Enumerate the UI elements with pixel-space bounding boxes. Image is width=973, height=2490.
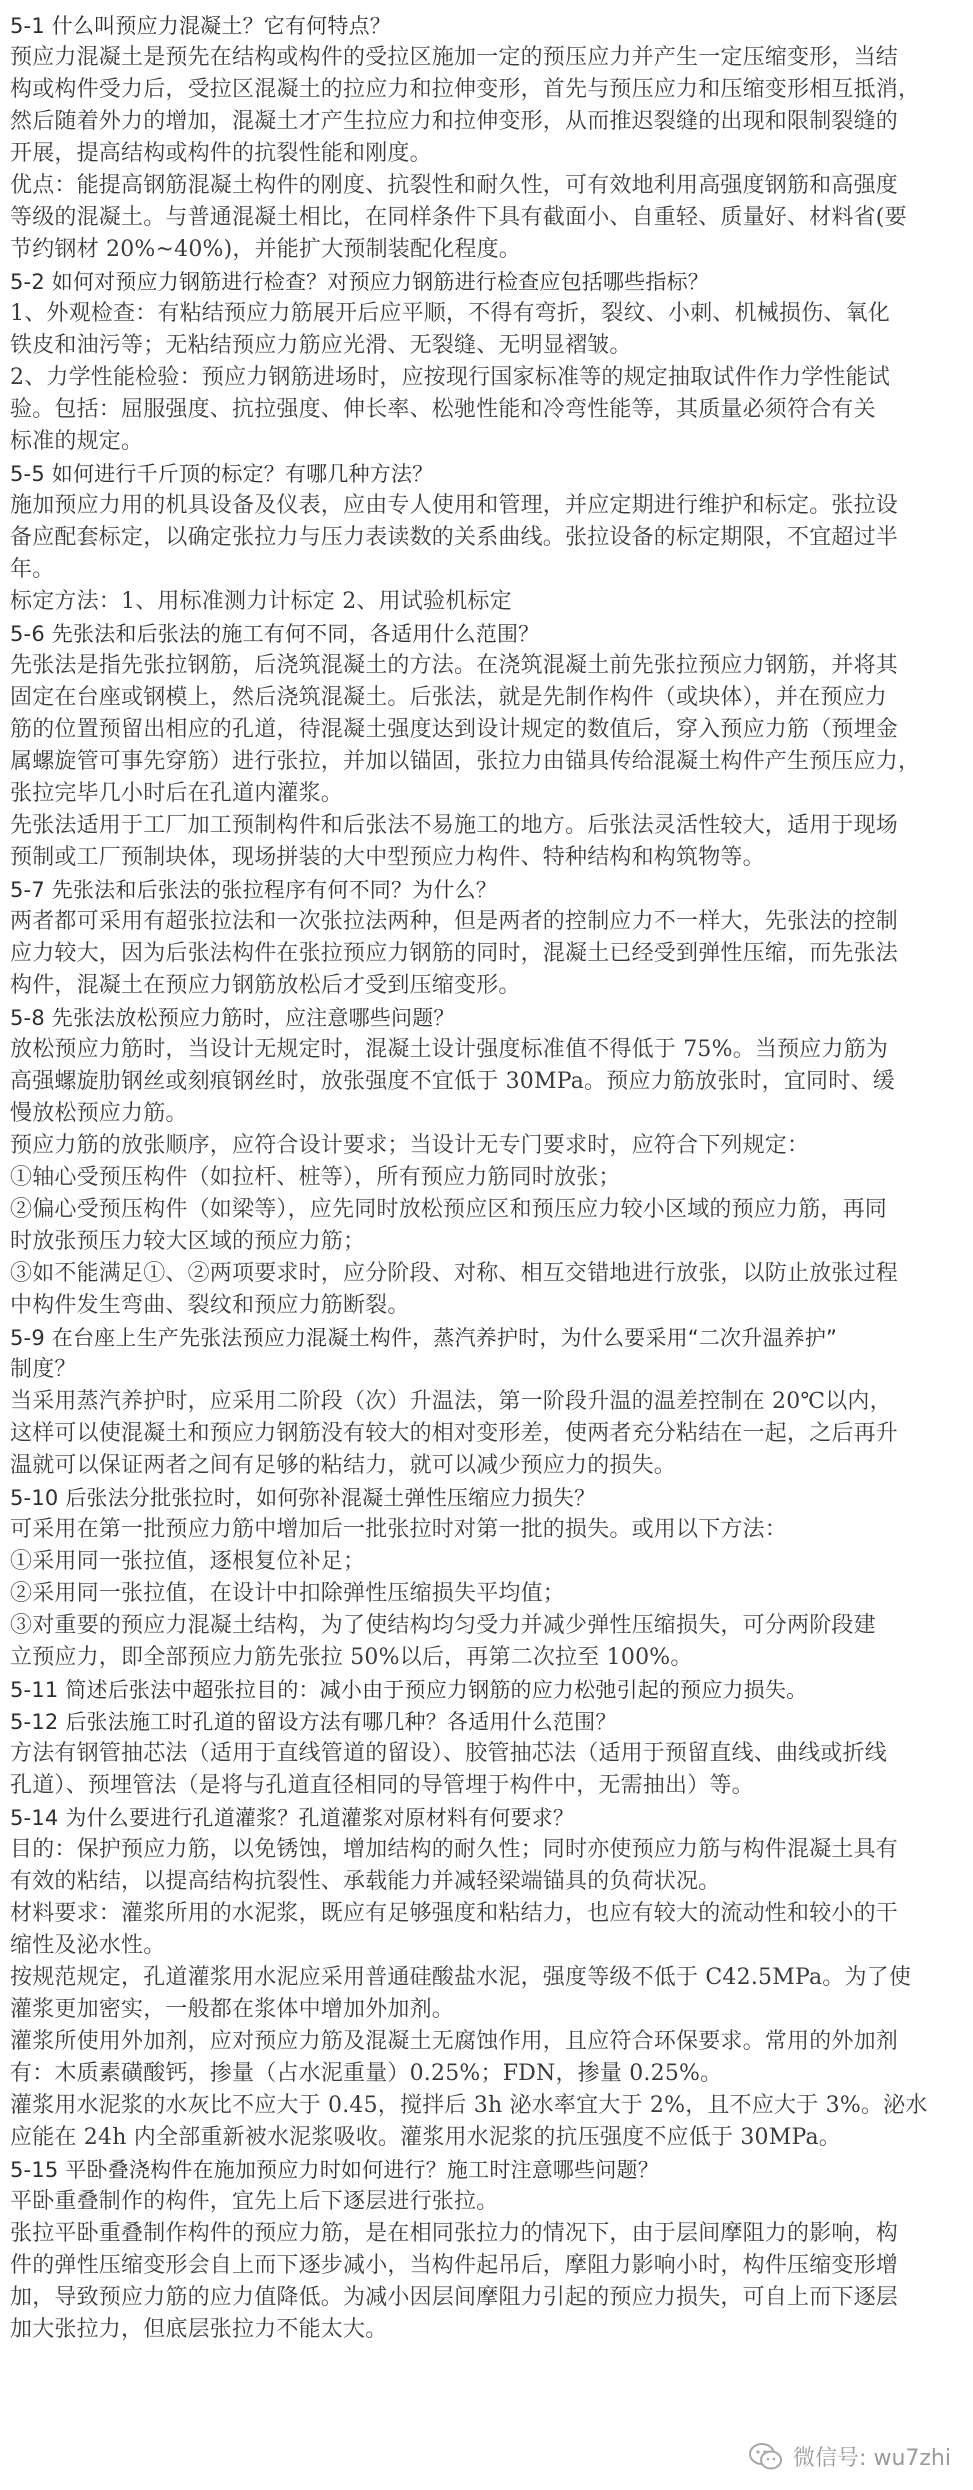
text-line: 开展，提高结构或构件的抗裂性能和刚度。	[10, 141, 432, 166]
text-line: 这样可以使混凝土和预应力钢筋没有较大的相对变形差，使两者充分粘结在一起，之后再升	[10, 1421, 899, 1446]
text-line: 灌浆所使用外加剂，应对预应力筋及混凝土无腐蚀作用，且应符合环保要求。常用的外加剂	[10, 2029, 899, 2054]
text-line: 张拉平卧重叠制作构件的预应力筋，是在相同张拉力的情况下，由于层间摩阻力的影响，构	[10, 2221, 899, 2246]
text-line: 先张法是指先张拉钢筋，后浇筑混凝土的方法。在浇筑混凝土前先张拉预应力钢筋，并将其	[10, 653, 899, 678]
text-line: 当采用蒸汽养护时，应采用二阶段（次）升温法，第一阶段升温的温差控制在 20℃以内，	[10, 1389, 892, 1414]
text-line: ②采用同一张拉值，在设计中扣除弹性压缩损失平均值；	[10, 1581, 566, 1606]
text-line: 按规范规定，孔道灌浆用水泥应采用普通硅酸盐水泥，强度等级不低于 C42.5MPa。为了使	[10, 1965, 912, 1990]
text-line: 年。	[10, 557, 55, 582]
text-line: 预应力筋的放张顺序，应符合设计要求；当设计无专门要求时，应符合下列规定：	[10, 1133, 810, 1158]
question-heading: 5-6 先张法和后张法的施工有何不同，各适用什么范围？	[10, 622, 540, 646]
text-line: 时放张预压力较大区域的预应力筋；	[10, 1229, 366, 1254]
question-heading: 5-15 平卧叠浇构件在施加预应力时如何进行？施工时注意哪些问题？	[10, 2158, 659, 2182]
text-line: ③对重要的预应力混凝土结构，为了使结构均匀受力并减少弹性压缩损失，可分两阶段建	[10, 1613, 876, 1638]
text-line: 固定在台座或钢模上，然后浇筑混凝土。后张法，就是先制作构件（或块体），并在预应力	[10, 685, 888, 710]
watermark-text: 微信号: wu7zhi	[793, 2446, 951, 2471]
question-heading: 5-1 什么叫预应力混凝土？它有何特点？	[10, 14, 391, 38]
text-line: 孔道）、预埋管法（是将与孔道直径相同的导管埋于构件中，无需抽出）等。	[10, 1773, 754, 1798]
text-line: 张拉完毕几小时后在孔道内灌浆。	[10, 781, 344, 806]
document-body	[10, 10, 959, 2346]
text-line: ②偏心受预压构件（如梁等），应先同时放松预应区和预压应力较小区域的预应力筋，再同	[10, 1197, 888, 1222]
question-heading: 5-9 在台座上生产先张法预应力混凝土构件，蒸汽养护时，为什么要采用“二次升温养护”	[10, 1326, 838, 1350]
text-line: 立预应力，即全部预应力筋先张拉 50%以后，再第二次拉至 100%。	[10, 1645, 693, 1670]
text-line: 加大张拉力，但底层张拉力不能太大。	[10, 2317, 388, 2342]
question-heading: 5-7 先张法和后张法的张拉程序有何不同？为什么？	[10, 878, 497, 902]
text-line: 灌浆更加密实，一般都在浆体中增加外加剂。	[10, 1997, 455, 2022]
text-line: 构或构件受力后，受拉区混凝土的拉应力和拉伸变形，首先与预压应力和压缩变形相互抵消，	[10, 77, 921, 102]
text-line: 两者都可采用有超张拉法和一次张拉法两种，但是两者的控制应力不一样大，先张法的控制	[10, 909, 899, 934]
question-heading: 5-8 先张法放松预应力筋时，应注意哪些问题？	[10, 1006, 455, 1030]
text-line: 验。包括：屈服强度、抗拉强度、伸长率、松驰性能和冷弯性能等，其质量必须符合有关	[10, 397, 876, 422]
text-line: 标定方法：1、用标准测力计标定 2、用试验机标定	[10, 589, 512, 614]
question-heading: 5-10 后张法分批张拉时，如何弥补混凝土弹性压缩应力损失？	[10, 1486, 596, 1510]
text-line: 制度？	[10, 1357, 77, 1382]
question-heading: 5-2 如何对预应力钢筋进行检查？对预应力钢筋进行检查应包括哪些指标？	[10, 270, 709, 294]
text-line: 平卧重叠制作的构件，宜先上后下逐层进行张拉。	[10, 2189, 499, 2214]
text-line: 温就可以保证两者之间有足够的粘结力，就可以减少预应力的损失。	[10, 1453, 677, 1478]
text-line: 有效的粘结，以提高结构抗裂性、承载能力并减轻梁端锚具的负荷状况。	[10, 1869, 721, 1894]
text-line: 节约钢材 20%~40%)，并能扩大预制装配化程度。	[10, 237, 522, 262]
text-line: 先张法适用于工厂加工预制构件和后张法不易施工的地方。后张法灵活性较大，适用于现场	[10, 813, 899, 838]
text-line: 然后随着外力的增加，混凝土才产生拉应力和拉伸变形，从而推迟裂缝的出现和限制裂缝的	[10, 109, 899, 134]
text-line: 预制或工厂预制块体，现场拼装的大中型预应力构件、特种结构和构筑物等。	[10, 845, 765, 870]
text-line: ③如不能满足①、②两项要求时，应分阶段、对称、相互交错地进行放张，以防止放张过程	[10, 1261, 899, 1286]
text-line: 标准的规定。	[10, 429, 144, 454]
text-line: 构件，混凝土在预应力钢筋放松后才受到压缩变形。	[10, 973, 521, 998]
text-line: 2、力学性能检验：预应力钢筋进场时，应按现行国家标准等的规定抽取试件作力学性能试	[10, 365, 890, 390]
text-line: 优点：能提高钢筋混凝土构件的刚度、抗裂性和耐久性，可有效地利用高强度钢筋和高强度	[10, 173, 899, 198]
text-line: 缩性及泌水性。	[10, 1933, 166, 1958]
text-line: 可采用在第一批预应力筋中增加后一批张拉时对第一批的损失。或用以下方法：	[10, 1517, 788, 1542]
question-heading: 5-12 后张法施工时孔道的留设方法有哪几种？各适用什么范围？	[10, 1710, 617, 1734]
text-line: 有：木质素磺酸钙，掺量（占水泥重量）0.25%；FDN，掺量 0.25%。	[10, 2061, 723, 2086]
text-line: 方法有钢管抽芯法（适用于直线管道的留设）、胶管抽芯法（适用于预留直线、曲线或折线	[10, 1741, 888, 1766]
question-heading: 5-11 简述后张法中超张拉目的：减小由于预应力钢筋的应力松弛引起的预应力损失。	[10, 1678, 808, 1702]
text-line: 应力较大，因为后张法构件在张拉预应力钢筋的同时，混凝土已经受到弹性压缩，而先张法	[10, 941, 899, 966]
wechat-watermark	[749, 2441, 951, 2472]
text-line: 高强螺旋肋钢丝或刻痕钢丝时，放张强度不宜低于 30MPa。预应力筋放张时，宜同时、缓	[10, 1069, 895, 1094]
text-line: 等级的混凝土。与普通混凝土相比，在同样条件下具有截面小、自重轻、质量好、材料省(要	[10, 205, 907, 230]
text-line: ①轴心受预压构件（如拉杆、桩等），所有预应力筋同时放张；	[10, 1165, 621, 1190]
text-line: 材料要求：灌浆所用的水泥浆，既应有足够强度和粘结力，也应有较大的流动性和较小的干	[10, 1901, 899, 1926]
text-line: 灌浆用水泥浆的水灰比不应大于 0.45，搅拌后 3h 泌水率宜大于 2%，且不应大于 3%。泌水	[10, 2093, 928, 2118]
text-line: 属螺旋管可事先穿筋）进行张拉，并加以锚固，张拉力由锚具传给混凝土构件产生预压应力，	[10, 749, 921, 774]
text-line: 筋的位置预留出相应的孔道，待混凝土强度达到设计规定的数值后，穿入预应力筋（预埋金	[10, 717, 899, 742]
text-line: 加，导致预应力筋的应力值降低。为减小因层间摩阻力引起的预应力损失，可自上而下逐层	[10, 2285, 899, 2310]
text-line: 施加预应力用的机具设备及仪表，应由专人使用和管理，并应定期进行维护和标定。张拉设	[10, 493, 899, 518]
text-line: 放松预应力筋时，当设计无规定时，混凝土设计强度标准值不得低于 75%。当预应力筋为	[10, 1037, 889, 1062]
text-line: 铁皮和油污等；无粘结预应力筋应光滑、无裂缝、无明显褶皱。	[10, 333, 632, 358]
text-line: 备应配套标定，以确定张拉力与压力表读数的关系曲线。张拉设备的标定期限，不宜超过半	[10, 525, 899, 550]
text-line: 1、外观检查：有粘结预应力筋展开后应平顺，不得有弯折，裂纹、小刺、机械损伤、氧化	[10, 301, 890, 326]
wechat-icon	[749, 2442, 783, 2472]
text-line: 件的弹性压缩变形会自上而下逐步减小，当构件起吊后，摩阻力影响小时，构件压缩变形增	[10, 2253, 899, 2278]
text-line: 目的：保护预应力筋，以免锈蚀，增加结构的耐久性；同时亦使预应力筋与构件混凝土具有	[10, 1837, 899, 1862]
question-heading: 5-5 如何进行千斤顶的标定？有哪几种方法？	[10, 462, 434, 486]
text-line: ①采用同一张拉值，逐根复位补足；	[10, 1549, 366, 1574]
text-line: 慢放松预应力筋。	[10, 1101, 188, 1126]
text-line: 预应力混凝土是预先在结构或构件的受拉区施加一定的预压应力并产生一定压缩变形，当结	[10, 45, 899, 70]
text-line: 应能在 24h 内全部重新被水泥浆吸收。灌浆用水泥浆的抗压强度不应低于 30MPa。	[10, 2125, 841, 2150]
text-line: 中构件发生弯曲、裂纹和预应力筋断裂。	[10, 1293, 410, 1318]
question-heading: 5-14 为什么要进行孔道灌浆？孔道灌浆对原材料有何要求？	[10, 1806, 575, 1830]
